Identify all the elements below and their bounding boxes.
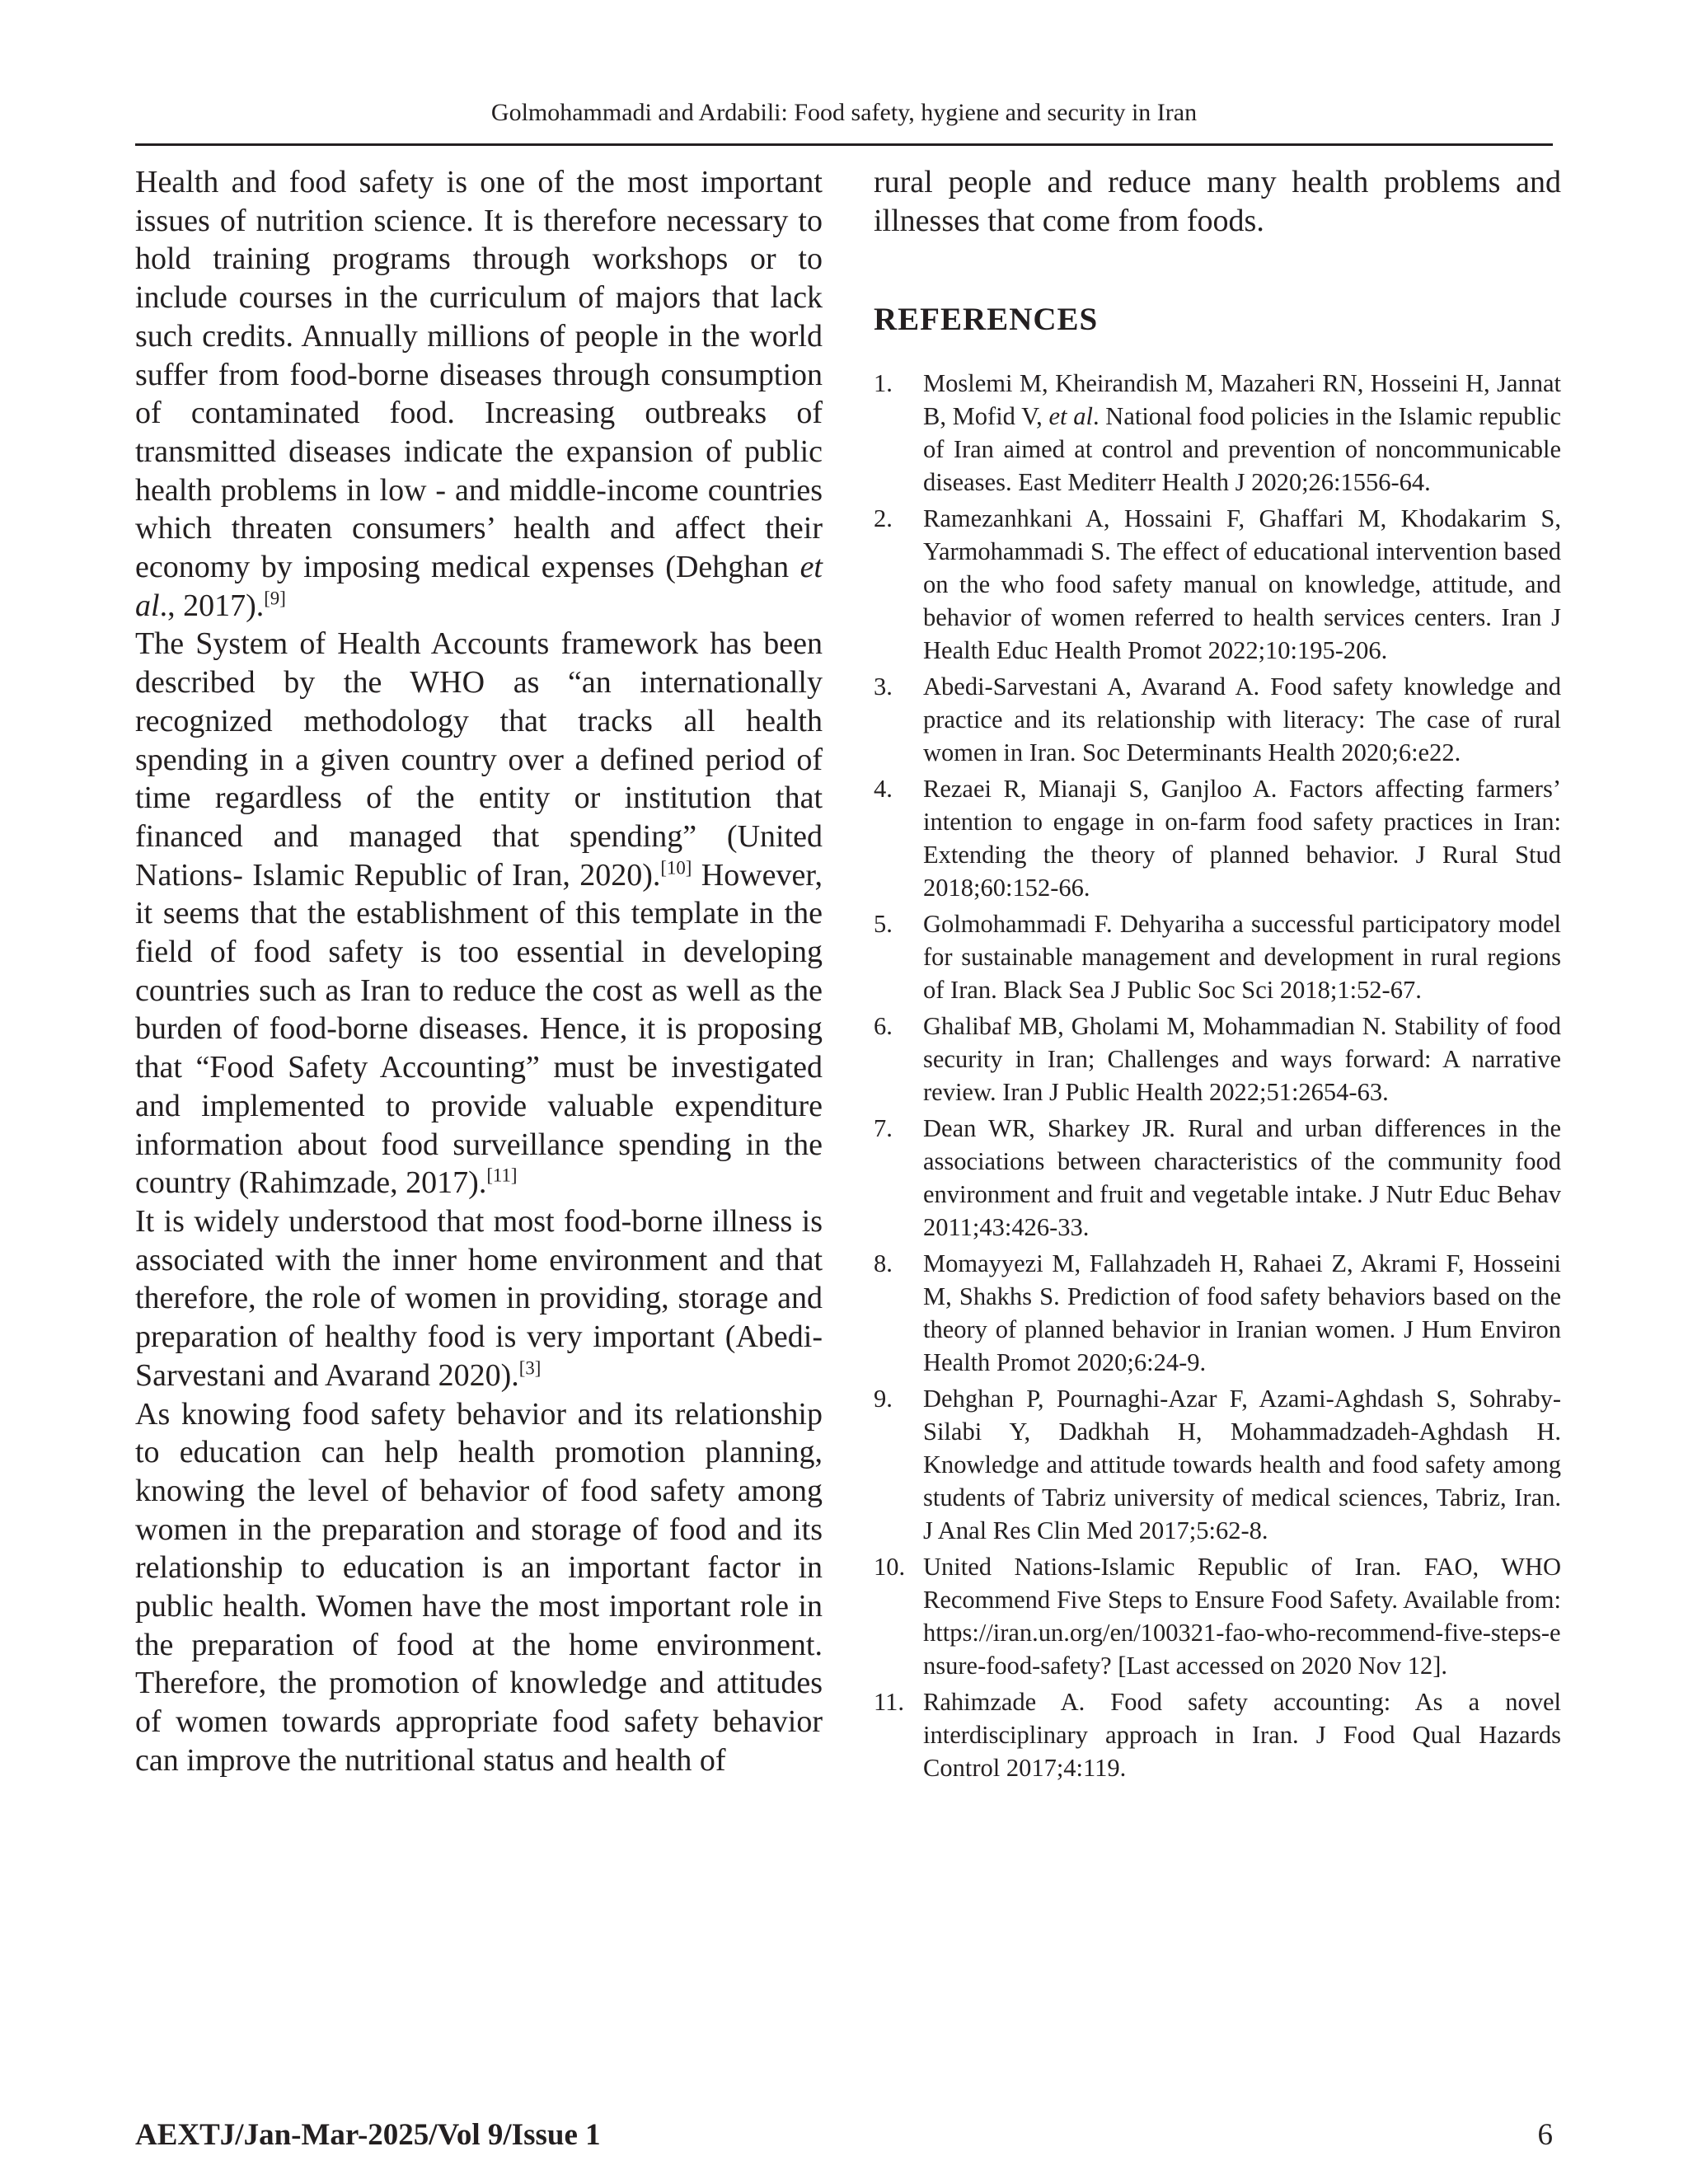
body-paragraph-4-continued: rural people and reduce many health problems and illnesses that come from foods. <box>874 165 1561 238</box>
reference-item <box>874 367 1561 499</box>
reference-number: 2. <box>874 504 893 533</box>
reference-number: 6. <box>874 1012 893 1041</box>
reference-text: Rahimzade A. Food safety accounting: As a novel interdisciplinary approach in Iran. J Food Qual Hazards Control 2017;4:119. <box>923 1688 1561 1783</box>
left-column <box>135 163 823 1780</box>
reference-number: 11. <box>874 1688 904 1717</box>
reference-item <box>874 1112 1561 1244</box>
reference-url-link[interactable]: https://iran.un.org/en/100321-fao-who-recommend-five-steps-ensure-food-safety? <box>923 1619 1561 1680</box>
reference-number: 4. <box>874 775 893 804</box>
et-al: et al <box>1048 402 1093 431</box>
references-heading: REFERENCES <box>874 302 1099 338</box>
reference-number: 5. <box>874 910 893 939</box>
et-al: et al <box>135 550 823 623</box>
reference-item <box>874 502 1561 667</box>
reference-number: 8. <box>874 1249 893 1278</box>
citation-link[interactable]: [3] <box>518 1357 542 1379</box>
running-head: Golmohammadi and Ardabili: Food safety, hygiene and security in Iran <box>490 99 1198 126</box>
body-paragraph-1 <box>135 163 823 625</box>
reference-number: 3. <box>874 673 893 701</box>
reference-text: Abedi-Sarvestani A, Avarand A. Food safety knowledge and practice and its relationship with literacy: The case of rural women in Iran. Soc Determinants Health 2020;6:e22. <box>923 673 1561 767</box>
reference-text: . National food policies in the Islamic republic of Iran aimed at control and prevention of noncommunicable diseases. East Mediterr Health J 2020;26:1556-64. <box>923 402 1562 497</box>
journal-citation: AEXTJ/Jan-Mar-2025/Vol 9/Issue 1 <box>135 2118 601 2152</box>
reference-text: Moslemi M, Kheirandish M, Mazaheri RN, Hosseini H, Jannat B, Mofid V, <box>923 369 1561 431</box>
reference-text: Rezaei R, Mianaji S, Ganjloo A. Factors affecting farmers’ intention to engage in on-farm food safety practices in Iran: Extending the theory of planned behavior. J Rural Stud 2018;60:152-66. <box>923 775 1561 902</box>
reference-text: Ramezanhkani A, Hossaini F, Ghaffari M, Khodakarim S, Yarmohammadi S. The effect of educational intervention based on the who food safety manual on knowledge, attitude, and behavior of women referred to health services centers. Iran J Health Educ Health Promot 2022;10:195-206. <box>923 504 1561 665</box>
citation-link[interactable]: [11] <box>486 1165 518 1186</box>
paragraph-text: Health and food safety is one of the most important issues of nutrition science. It is therefore necessary to hold training programs through workshops or to include courses in the curriculum of majors that lack such credits. Annually millions of people in the world suffer from food-borne diseases through consumption of contaminated food. Increasing outbreaks of transmitted diseases indicate the expansion of public health problems in low - and middle-income countries which threaten consumers’ health and affect their economy by imposing medical expenses (Dehghan <box>135 165 823 585</box>
reference-item <box>874 1685 1561 1784</box>
body-paragraph-4 <box>135 1395 823 1780</box>
paragraph-text: As knowing food safety behavior and its relationship to education can help health promotion planning, knowing the level of behavior of food safety among women in the preparation and storage of food and its relationship to education is an important factor in public health. Women have the most important role in the preparation of food at the home environment. Therefore, the promotion of knowledge and attitudes of women towards appropriate food safety behavior can improve the nutritional status and health of <box>135 1396 823 1778</box>
body-paragraph-3 <box>135 1202 823 1395</box>
reference-number: 7. <box>874 1114 893 1143</box>
reference-text: Momayyezi M, Fallahzadeh H, Rahaei Z, Akrami F, Hosseini M, Shakhs S. Prediction of food safety behaviors based on the theory of planned behavior in Iranian women. J Hum Environ Health Promot 2020;6:24-9. <box>923 1249 1561 1377</box>
reference-item <box>874 670 1561 769</box>
right-column <box>874 163 1561 1788</box>
reference-text: United Nations-Islamic Republic of Iran. FAO, WHO Recommend Five Steps to Ensure Food Safety. Available from: <box>923 1553 1561 1615</box>
paragraph-text: The System of Health Accounts framework has been described by the WHO as “an internationally recognized methodology that tracks all health spending in a given country over a defined period of time regardless of the entity or institution that financed and managed that spending” (United Nations- Islamic Republic of Iran, 2020). <box>135 626 823 893</box>
reference-text: [Last accessed on 2020 Nov 12]. <box>1111 1652 1448 1680</box>
paragraph-text: It is widely understood that most food-borne illness is associated with the inner home environment and that therefore, the role of women in providing, storage and preparation of healthy food is very important (Abedi-Sarvestani and Avarand 2020). <box>135 1203 823 1393</box>
reference-item <box>874 772 1561 904</box>
reference-item <box>874 1247 1561 1379</box>
reference-number: 1. <box>874 369 893 398</box>
reference-text: Dehghan P, Pournaghi-Azar F, Azami-Aghdash S, Sohraby-Silabi Y, Dadkhah H, Mohammadzadeh-Aghdash H. Knowledge and attitude towards health and food safety among students of Tabriz university of medical sciences, Tabriz, Iran. J Anal Res Clin Med 2017;5:62-8. <box>923 1385 1561 1545</box>
paragraph-text: ., 2017). <box>159 588 265 623</box>
reference-item <box>874 1382 1561 1547</box>
reference-text: Golmohammadi F. Dehyariha a successful participatory model for sustainable management and development in rural regions of Iran. Black Sea J Public Soc Sci 2018;1:52-67. <box>923 910 1561 1005</box>
page-footer <box>135 2116 1553 2154</box>
reference-number: 10. <box>874 1553 906 1582</box>
reference-list <box>874 367 1561 1784</box>
page-number: 6 <box>1537 2118 1553 2152</box>
reference-number: 9. <box>874 1385 893 1413</box>
reference-item <box>874 1010 1561 1108</box>
reference-item <box>874 907 1561 1006</box>
header-divider <box>135 143 1553 146</box>
paragraph-text: However, it seems that the establishment of this template in the field of food safety is too essential in developing countries such as Iran to reduce the cost as well as the burden of food-borne diseases. Hence, it is proposing that “Food Safety Accounting” must be investigated and implemented to provide valuable expenditure information about food surveillance spending in the country (Rahimzade, 2017). <box>135 857 823 1201</box>
citation-link[interactable]: [10] <box>660 857 692 878</box>
reference-item <box>874 1550 1561 1682</box>
reference-text: Dean WR, Sharkey JR. Rural and urban differences in the associations between characteristics of the community food environment and fruit and vegetable intake. J Nutr Educ Behav 2011;43:426-33. <box>923 1114 1561 1242</box>
reference-text: Ghalibaf MB, Gholami M, Mohammadian N. Stability of food security in Iran; Challenges and ways forward: A narrative review. Iran J Public Health 2022;51:2654-63. <box>923 1012 1561 1107</box>
body-paragraph-2 <box>135 625 823 1202</box>
citation-link[interactable]: [9] <box>264 588 286 609</box>
